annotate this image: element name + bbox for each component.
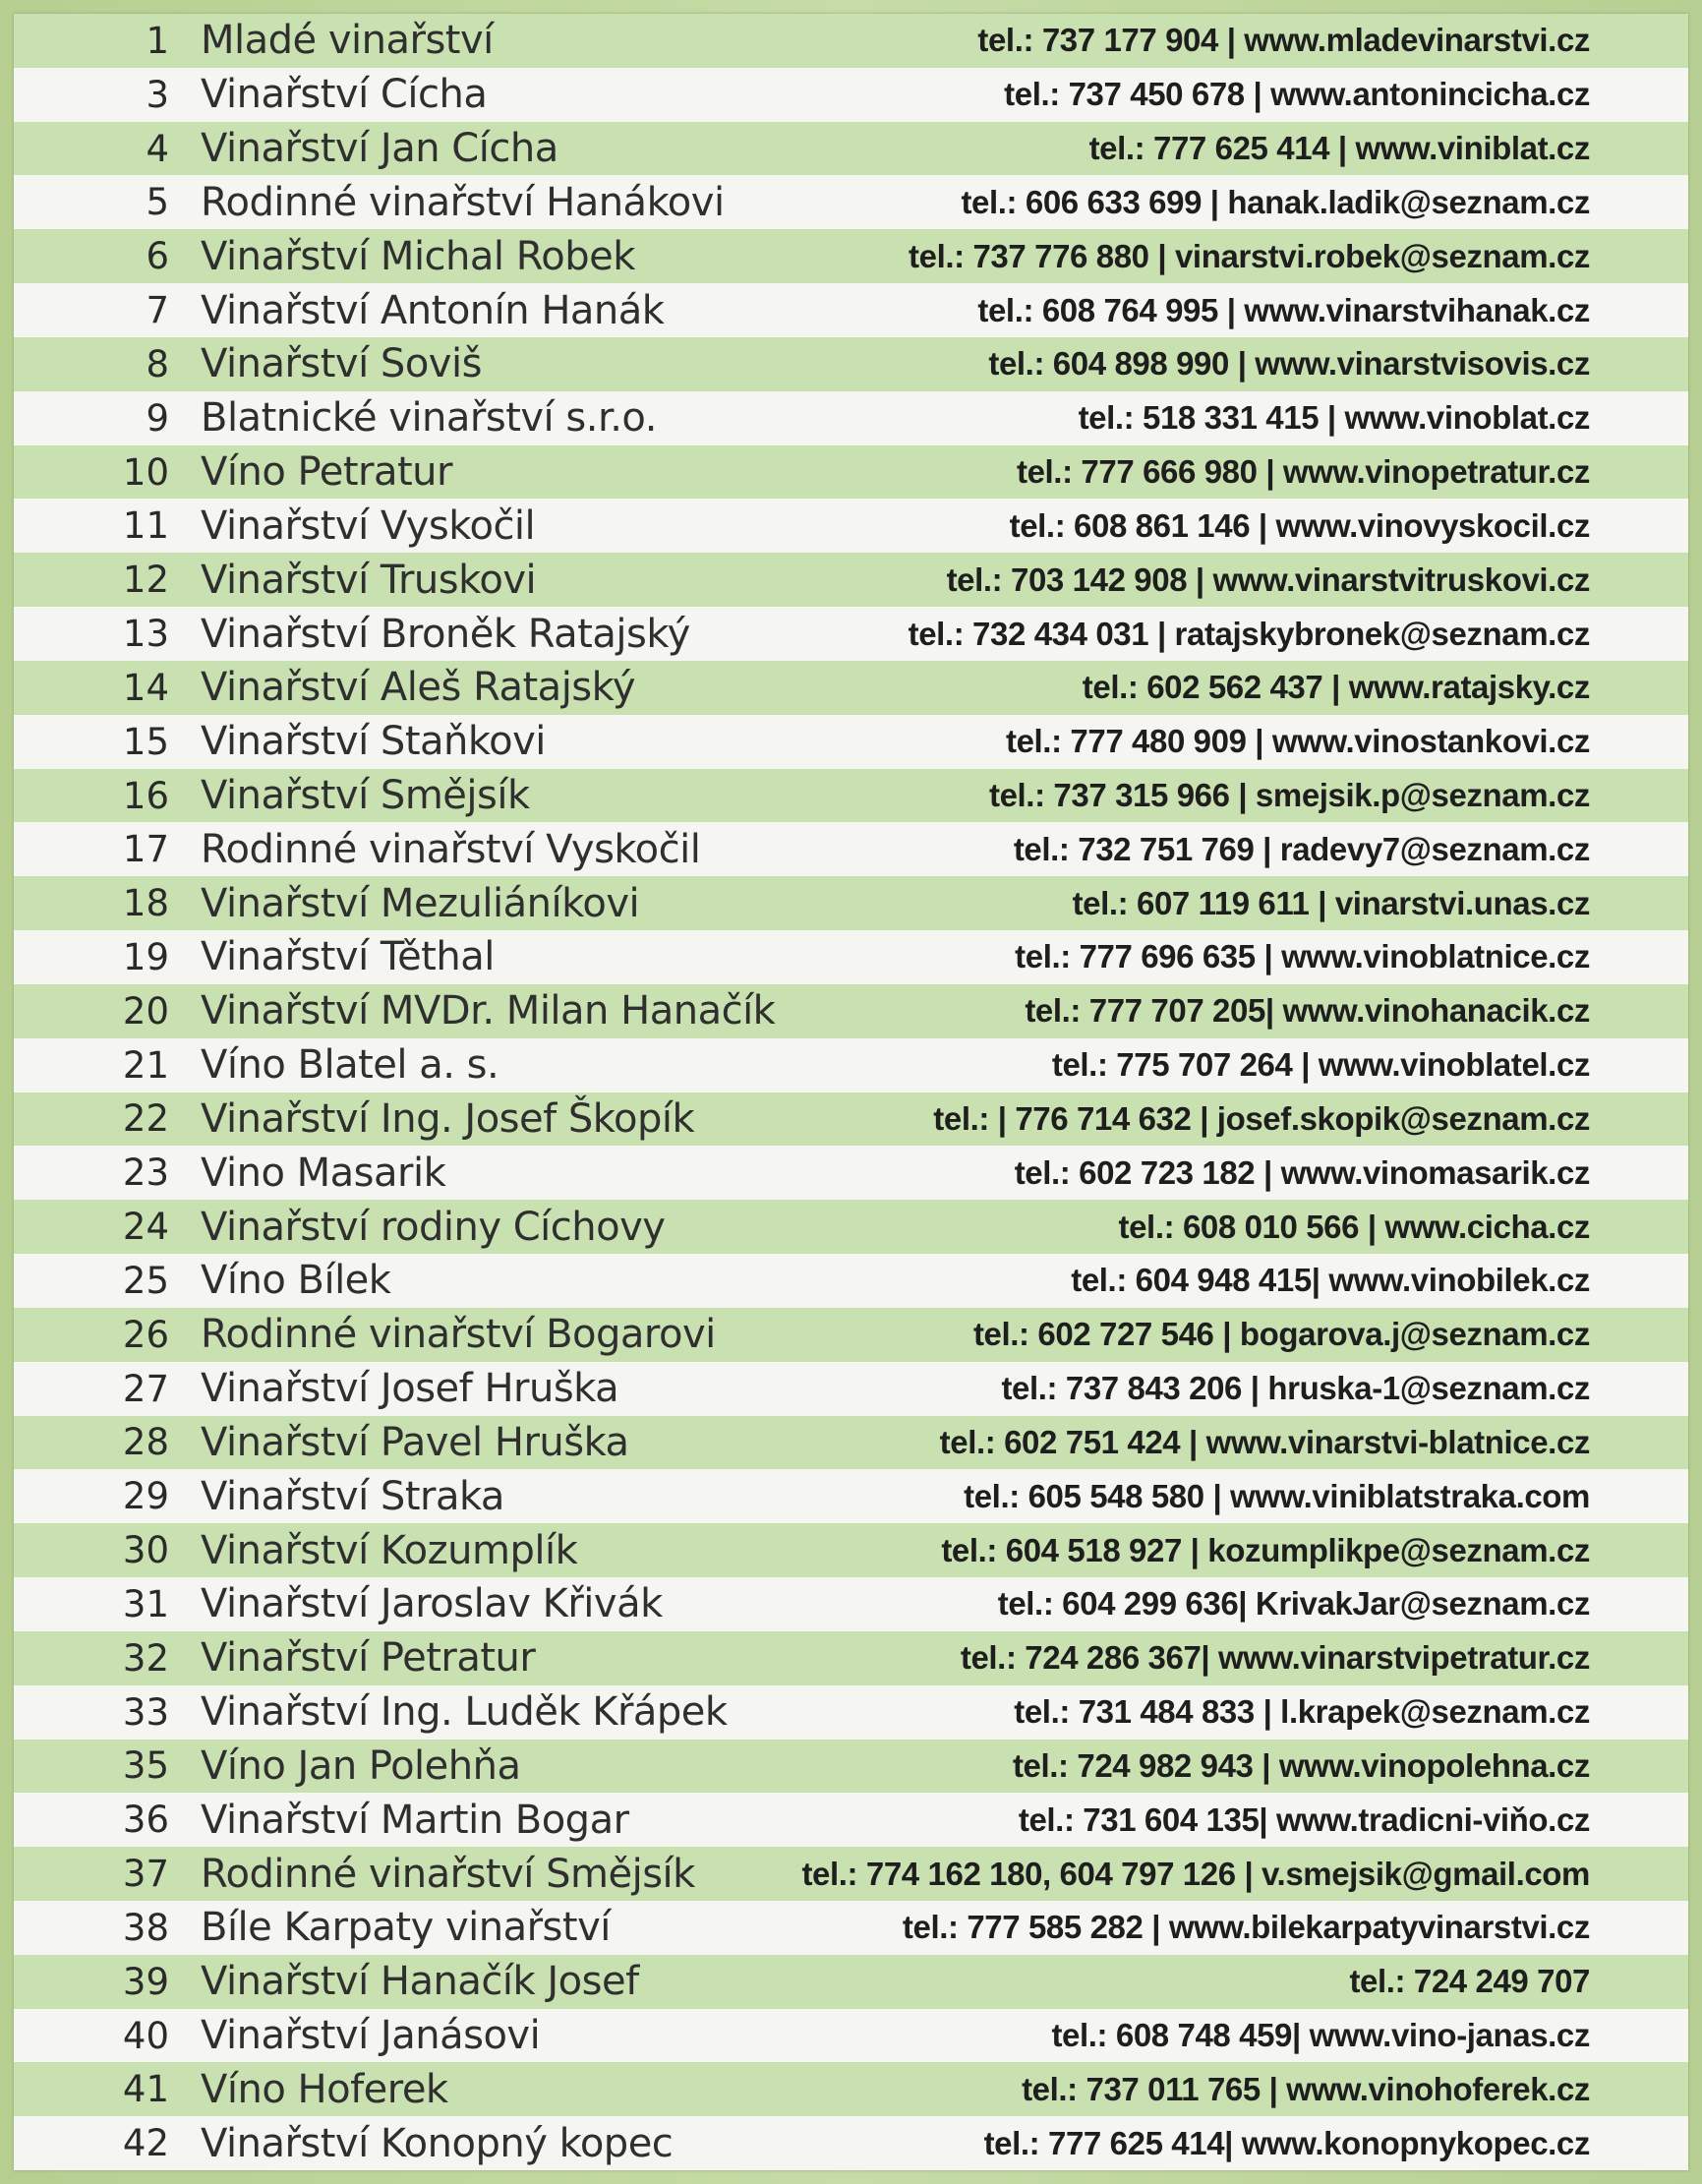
winery-name: Vinařství Aleš Ratajský: [201, 665, 636, 711]
winery-number: 11: [122, 504, 169, 548]
list-item: [14, 769, 1688, 823]
list-item: [14, 2116, 1688, 2170]
winery-number: 6: [146, 235, 169, 278]
winery-name: Mladé vinařství: [201, 18, 494, 64]
winery-contact: tel.: 732 751 769 | radevy7@seznam.cz: [1013, 830, 1590, 867]
list-item: [14, 1523, 1688, 1577]
winery-number: 37: [122, 1853, 169, 1896]
winery-name: Vinařství Konopný kopec: [201, 2120, 674, 2166]
list-item: [14, 229, 1688, 283]
list-item: [14, 1847, 1688, 1901]
winery-name: Víno Petratur: [201, 449, 452, 496]
list-item: [14, 1146, 1688, 1200]
winery-number: 32: [122, 1636, 169, 1680]
winery-name: Vinařství Pavel Hruška: [201, 1419, 629, 1465]
winery-name: Vinařství Petratur: [201, 1635, 536, 1682]
winery-contact: tel.: 605 548 580 | www.viniblatstraka.com: [964, 1477, 1590, 1514]
winery-number: 5: [146, 181, 169, 224]
winery-contact: tel.: 602 723 182 | www.vinomasarik.cz: [1014, 1153, 1590, 1191]
winery-number: 8: [146, 342, 169, 385]
list-item: [14, 1200, 1688, 1254]
winery-name: Vinařství Vyskočil: [201, 502, 536, 549]
list-item: [14, 122, 1688, 176]
winery-list: [14, 14, 1688, 2170]
winery-contact: tel.: 604 518 927 | kozumplikpe@seznam.cz: [941, 1531, 1590, 1568]
winery-contact: tel.: 777 696 635 | www.vinoblatnice.cz: [1015, 938, 1590, 975]
winery-number: 33: [122, 1690, 169, 1734]
winery-number: 24: [122, 1206, 169, 1249]
winery-name: Vinařství Staňkovi: [201, 719, 546, 765]
winery-name: Vinařství Soviš: [201, 341, 482, 387]
winery-name: Bíle Karpaty vinařství: [201, 1905, 611, 1951]
winery-name: Vinařství Martin Bogar: [201, 1797, 629, 1843]
winery-number: 40: [122, 2014, 169, 2057]
winery-number: 25: [122, 1259, 169, 1302]
list-item: [14, 607, 1688, 661]
list-item: [14, 1469, 1688, 1523]
winery-contact: tel.: 604 299 636| KrivakJar@seznam.cz: [997, 1585, 1590, 1623]
winery-number: 30: [122, 1529, 169, 1572]
winery-name: Vinařství Jan Cícha: [201, 126, 558, 172]
winery-number: 13: [122, 613, 169, 656]
winery-name: Rodinné vinařství Vyskočil: [201, 826, 701, 872]
list-item: [14, 1362, 1688, 1416]
winery-number: 23: [122, 1151, 169, 1195]
winery-name: Rodinné vinařství Hanákovi: [201, 179, 725, 225]
winery-contact: tel.: 731 484 833 | l.krapek@seznam.cz: [1014, 1693, 1590, 1731]
list-item: [14, 337, 1688, 391]
winery-name: Vino Masarik: [201, 1150, 446, 1196]
list-item: [14, 283, 1688, 337]
winery-contact: tel.: 608 764 995 | www.vinarstvihanak.cz: [977, 291, 1590, 328]
winery-number: 12: [122, 559, 169, 602]
winery-contact: tel.: 775 707 264 | www.vinoblatel.cz: [1051, 1046, 1590, 1084]
winery-number: 10: [122, 450, 169, 494]
winery-number: 9: [146, 396, 169, 440]
winery-name: Rodinné vinařství Bogarovi: [201, 1312, 716, 1358]
list-item: [14, 822, 1688, 876]
list-item: [14, 715, 1688, 769]
winery-name: Vinařství Josef Hruška: [201, 1366, 619, 1412]
winery-contact: tel.: 777 625 414 | www.viniblat.cz: [1088, 130, 1590, 167]
winery-number: 4: [146, 127, 169, 170]
winery-number: 29: [122, 1475, 169, 1518]
list-item: [14, 1955, 1688, 2009]
winery-number: 35: [122, 1744, 169, 1788]
list-item: [14, 1631, 1688, 1685]
winery-contact: tel.: 731 604 135| www.tradicni-viňo.cz: [1018, 1800, 1590, 1838]
list-item: [14, 1740, 1688, 1794]
list-item: [14, 1901, 1688, 1955]
winery-number: 42: [122, 2122, 169, 2165]
winery-contact: tel.: 777 480 909 | www.vinostankovi.cz: [1005, 723, 1590, 760]
winery-name: Vinařství Janásovi: [201, 2013, 541, 2059]
list-item: [14, 661, 1688, 715]
list-item: [14, 391, 1688, 445]
list-item: [14, 445, 1688, 500]
list-item: [14, 1308, 1688, 1362]
winery-contact: tel.: 604 948 415| www.vinobilek.cz: [1071, 1262, 1590, 1299]
winery-number: 22: [122, 1097, 169, 1141]
winery-contact: tel.: 774 162 180, 604 797 126 | v.smejsik@gmail.com: [801, 1855, 1590, 1892]
winery-name: Vinařství Ing. Josef Škopík: [201, 1095, 695, 1142]
winery-number: 18: [122, 882, 169, 925]
list-item: [14, 1092, 1688, 1147]
winery-name: Víno Bílek: [201, 1258, 391, 1304]
winery-contact: tel.: 737 315 966 | smejsik.p@seznam.cz: [989, 777, 1590, 813]
list-item: [14, 1577, 1688, 1631]
winery-name: Vinařství Těthal: [201, 934, 495, 980]
winery-number: 38: [122, 1906, 169, 1949]
winery-name: Rodinné vinařství Smějsík: [201, 1851, 695, 1897]
list-item: [14, 876, 1688, 930]
winery-name: Vinařství Straka: [201, 1473, 504, 1519]
winery-contact: tel.: 602 727 546 | bogarova.j@seznam.cz: [972, 1316, 1590, 1353]
winery-name: Víno Hoferek: [201, 2066, 448, 2112]
winery-name: Vinařství Antonín Hanák: [201, 287, 665, 333]
winery-contact: tel.: 737 450 678 | www.antonincicha.cz: [1004, 76, 1590, 113]
winery-contact: tel.: 777 707 205| www.vinohanacik.cz: [1025, 992, 1590, 1030]
winery-number: 19: [122, 935, 169, 978]
list-item: [14, 1685, 1688, 1740]
winery-contact: tel.: 724 249 707: [1349, 1963, 1590, 2000]
list-item: [14, 1793, 1688, 1847]
winery-contact: tel.: 608 748 459| www.vino-janas.cz: [1051, 2017, 1590, 2054]
winery-number: 36: [122, 1799, 169, 1842]
winery-name: Vinařství Smějsík: [201, 773, 530, 818]
winery-contact: tel.: 777 585 282 | www.bilekarpatyvinarstvi.cz: [902, 1909, 1590, 1946]
winery-number: 20: [122, 989, 169, 1033]
winery-number: 14: [122, 666, 169, 709]
winery-number: 39: [122, 1960, 169, 2003]
winery-name: Vinařství Jaroslav Křivák: [201, 1581, 663, 1627]
winery-contact: tel.: 737 011 765 | www.vinohoferek.cz: [1022, 2070, 1590, 2107]
winery-name: Vinařství rodiny Cíchovy: [201, 1204, 666, 1250]
winery-number: 28: [122, 1421, 169, 1464]
winery-name: Vinařství Hanačík Josef: [201, 1959, 639, 2005]
winery-name: Vinařství Cícha: [201, 72, 488, 118]
winery-name: Vinařství MVDr. Milan Hanačík: [201, 988, 776, 1034]
winery-number: 21: [122, 1043, 169, 1087]
winery-contact: tel.: 606 633 699 | hanak.ladik@seznam.cz: [961, 183, 1590, 220]
list-item: [14, 175, 1688, 229]
list-item: [14, 1254, 1688, 1308]
winery-name: Vinařství Mezuliáníkovi: [201, 880, 640, 926]
list-item: [14, 2009, 1688, 2063]
list-item: [14, 930, 1688, 984]
winery-name: Víno Jan Polehňa: [201, 1742, 521, 1789]
winery-number: 15: [122, 720, 169, 763]
list-item: [14, 553, 1688, 607]
winery-contact: tel.: 724 286 367| www.vinarstvipetratur.cz: [960, 1639, 1590, 1677]
winery-contact: tel.: 777 666 980 | www.vinopetratur.cz: [1017, 453, 1590, 491]
winery-name: Vinařství Truskovi: [201, 557, 537, 603]
list-item: [14, 1416, 1688, 1470]
winery-contact: tel.: 737 843 206 | hruska-1@seznam.cz: [1001, 1370, 1590, 1407]
winery-contact: tel.: 604 898 990 | www.vinarstvisovis.cz: [988, 345, 1590, 383]
winery-number: 17: [122, 828, 169, 871]
winery-name: Blatnické vinařství s.r.o.: [201, 395, 657, 442]
list-item: [14, 68, 1688, 122]
winery-name: Vinařství Broněk Ratajský: [201, 611, 690, 657]
list-item: [14, 14, 1688, 68]
list-item: [14, 2062, 1688, 2116]
list-item: [14, 984, 1688, 1038]
winery-number: 16: [122, 774, 169, 817]
winery-number: 1: [146, 19, 169, 62]
winery-number: 3: [146, 73, 169, 116]
winery-name: Vinařství Kozumplík: [201, 1527, 578, 1573]
winery-contact: tel.: 607 119 611 | vinarstvi.unas.cz: [1072, 884, 1590, 921]
list-item: [14, 1038, 1688, 1092]
winery-contact: tel.: 737 177 904 | www.mladevinarstvi.cz: [977, 22, 1590, 59]
winery-contact: tel.: 608 010 566 | www.cicha.cz: [1118, 1208, 1590, 1245]
winery-number: 26: [122, 1313, 169, 1356]
winery-number: 7: [146, 289, 169, 332]
winery-name: Vinařství Ing. Luděk Křápek: [201, 1689, 728, 1736]
winery-number: 27: [122, 1367, 169, 1410]
winery-name: Víno Blatel a. s.: [201, 1042, 499, 1089]
winery-number: 31: [122, 1582, 169, 1625]
winery-name: Vinařství Michal Robek: [201, 233, 635, 279]
winery-contact: tel.: 777 625 414| www.konopnykopec.cz: [983, 2124, 1590, 2161]
winery-number: 41: [122, 2068, 169, 2111]
winery-contact: tel.: 602 751 424 | www.vinarstvi-blatnice.cz: [939, 1423, 1590, 1460]
winery-contact: tel.: 518 331 415 | www.vinoblat.cz: [1078, 399, 1590, 437]
winery-contact: tel.: 608 861 146 | www.vinovyskocil.cz: [1009, 506, 1590, 544]
winery-contact: tel.: 737 776 880 | vinarstvi.robek@seznam.cz: [909, 237, 1590, 274]
winery-contact: tel.: 703 142 908 | www.vinarstvitruskovi.cz: [946, 561, 1590, 598]
list-item: [14, 499, 1688, 553]
winery-contact: tel.: 724 982 943 | www.vinopolehna.cz: [1012, 1746, 1590, 1784]
winery-contact: tel.: 732 434 031 | ratajskybronek@seznam.cz: [908, 615, 1590, 652]
winery-contact: tel.: | 776 714 632 | josef.skopik@seznam.cz: [933, 1099, 1590, 1137]
winery-contact: tel.: 602 562 437 | www.ratajsky.cz: [1082, 669, 1590, 706]
